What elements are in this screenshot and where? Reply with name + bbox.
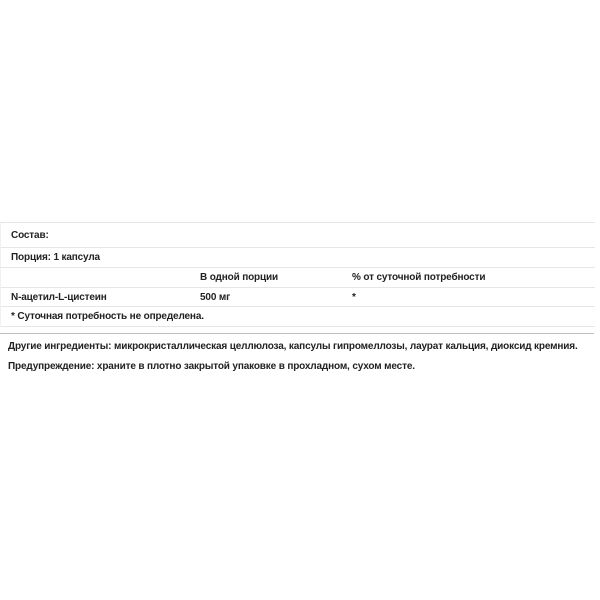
footnote-text: * Суточная потребность не определена. [11, 311, 204, 322]
storage-warning-text: Предупреждение: храните в плотно закрытой упаковке в прохладном, сухом месте. [8, 361, 415, 372]
serving-size-label: Порция: 1 капсула [11, 252, 100, 263]
composition-label: Состав: [11, 229, 49, 241]
table-header-row [1, 268, 595, 288]
serving-size-row [1, 248, 595, 268]
footnote-row [1, 307, 595, 327]
ingredient-name: N-ацетил-L-цистеин [11, 291, 107, 303]
composition-row [1, 223, 595, 248]
ingredient-amount: 500 мг [200, 291, 231, 303]
supplement-facts-table [0, 222, 595, 327]
section-divider [0, 333, 594, 334]
other-ingredients-text: Другие ингредиенты: микрокристаллическая целлюлоза, капсулы гипромеллозы, лаурат кальция, диоксид кремния. [8, 341, 578, 352]
header-per-serving-column: В одной порции [200, 272, 278, 283]
ingredient-daily-value: * [352, 291, 356, 303]
table-row [1, 288, 595, 307]
header-daily-value-column: % от суточной потребности [352, 272, 486, 283]
